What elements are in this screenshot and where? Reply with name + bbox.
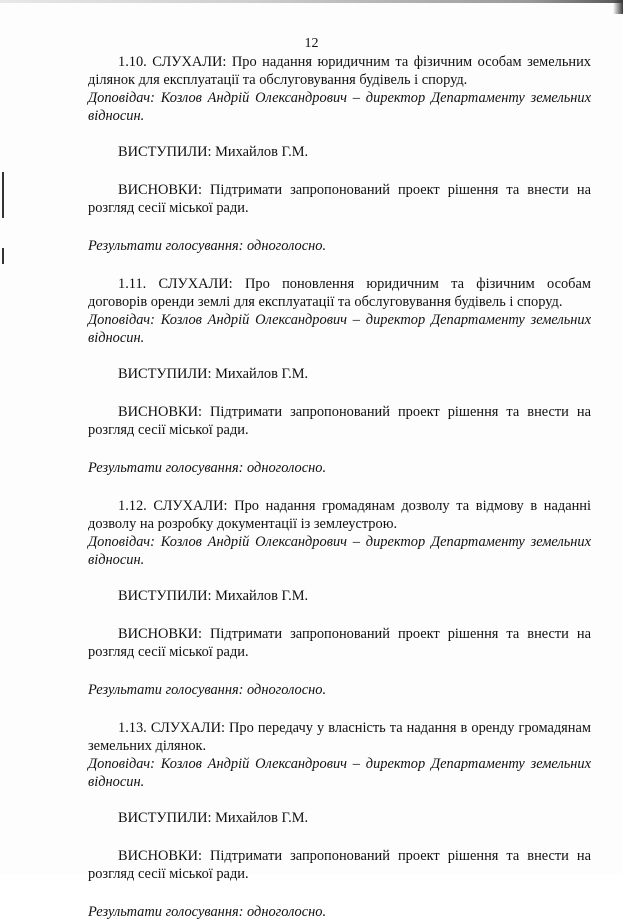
voting-results: Результати голосування: одноголосно. bbox=[88, 904, 327, 920]
spoke-line: ВИСТУПИЛИ: Михайлов Г.М. bbox=[118, 588, 309, 604]
voting-results: Результати голосування: одноголосно. bbox=[88, 238, 327, 254]
conclusions-paragraph: ВИСНОВКИ: Підтримати запропонований проект рішення та внести на розгляд сесії міської ради. bbox=[88, 404, 591, 438]
agenda-item-1-11 bbox=[88, 275, 591, 477]
voting-results: Результати голосування: одноголосно. bbox=[88, 682, 327, 698]
speaker-line: Доповідач: Козлов Андрій Олександрович – директор Департаменту земельних відносин. bbox=[88, 756, 591, 790]
scan-corner-shadow bbox=[613, 0, 623, 14]
conclusions-paragraph: ВИСНОВКИ: Підтримати запропонований проект рішення та внести на розгляд сесії міської ради. bbox=[88, 182, 591, 216]
agenda-item-1-13 bbox=[88, 719, 591, 921]
spoke-line: ВИСТУПИЛИ: Михайлов Г.М. bbox=[118, 366, 309, 382]
voting-results: Результати голосування: одноголосно. bbox=[88, 460, 327, 476]
spoke-line: ВИСТУПИЛИ: Михайлов Г.М. bbox=[118, 810, 309, 826]
scan-edge-shadow bbox=[0, 0, 623, 3]
agenda-item-1-10 bbox=[88, 53, 591, 255]
conclusions-paragraph: ВИСНОВКИ: Підтримати запропонований проект рішення та внести на розгляд сесії міської ради. bbox=[88, 848, 591, 882]
speaker-line: Доповідач: Козлов Андрій Олександрович – директор Департаменту земельних відносин. bbox=[88, 534, 591, 568]
page-number: 12 bbox=[304, 36, 319, 51]
heard-paragraph: 1.12. СЛУХАЛИ: Про надання громадянам дозволу та відмову в наданні дозволу на розробку документації із землеустрою. bbox=[88, 498, 591, 532]
scan-margin-mark bbox=[2, 172, 4, 218]
scan-margin-mark bbox=[2, 248, 4, 264]
conclusions-paragraph: ВИСНОВКИ: Підтримати запропонований проект рішення та внести на розгляд сесії міської ради. bbox=[88, 626, 591, 660]
spoke-line: ВИСТУПИЛИ: Михайлов Г.М. bbox=[118, 144, 309, 160]
heard-paragraph: 1.10. СЛУХАЛИ: Про надання юридичним та фізичним особам земельних ділянок для експлуатації та обслуговування будівель і споруд. bbox=[88, 54, 591, 88]
minutes-content bbox=[88, 53, 591, 921]
speaker-line: Доповідач: Козлов Андрій Олександрович – директор Департаменту земельних відносин. bbox=[88, 90, 591, 124]
heard-paragraph: 1.13. СЛУХАЛИ: Про передачу у власність та надання в оренду громадянам земельних ділянок. bbox=[88, 720, 591, 754]
agenda-item-1-12 bbox=[88, 497, 591, 699]
heard-paragraph: 1.11. СЛУХАЛИ: Про поновлення юридичним та фізичним особам договорів оренди землі для експлуатації та обслуговування будівель і споруд. bbox=[88, 276, 591, 310]
speaker-line: Доповідач: Козлов Андрій Олександрович – директор Департаменту земельних відносин. bbox=[88, 312, 591, 346]
